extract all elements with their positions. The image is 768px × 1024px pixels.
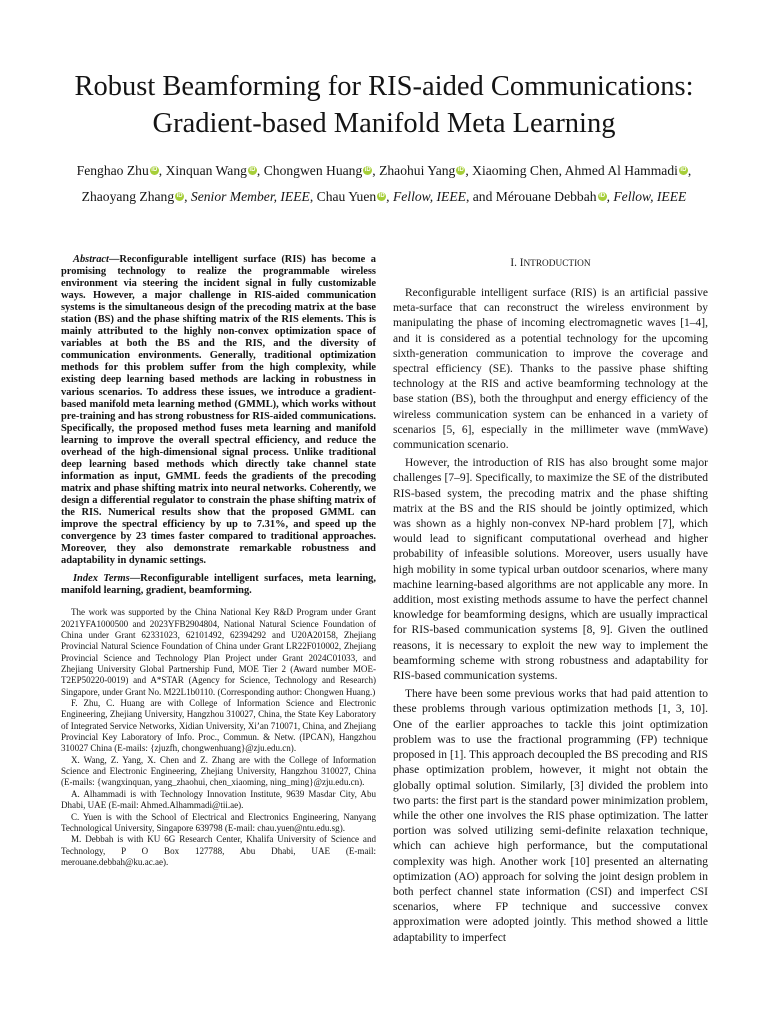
author-list [0, 158, 768, 210]
index-terms-text: —Reconfigurable intelligent surfaces, meta learning, manifold learning, gradient, beamforming. [61, 573, 377, 597]
orcid-icon[interactable]: iD [457, 167, 464, 173]
author-name: Xiaoming Chen, Ahmed Al Hammadi [472, 163, 678, 178]
author-name: Zhaohui Yang [379, 163, 456, 178]
section-heading: I. INTRODUCTION [510, 257, 591, 269]
title-line-1: Robust Beamforming for RIS-aided Communications: [74, 71, 694, 102]
index-terms [61, 573, 376, 597]
right-column [393, 254, 708, 946]
index-terms-label: Index Terms [73, 573, 130, 585]
abstract-label: Abstract [73, 254, 109, 265]
author-name: and Mérouane Debbah [472, 189, 597, 204]
body-paragraph: However, the introduction of RIS has also brought some major challenges [7–9]. Specifically, to maximize the SE of the distributed RIS-based system, the precoding matrix and the phase shifting matrix at the BS and the RIS should be jointly optimized, which was shown as a highly non-convex NP-hard problem [7], which would lead to significant computational overhead and higher probability of infeasible solutions. Moreover, users usually have high mobility in some typical urban outdoor scenarios, where many machine learning-based algorithms are not applicable any more. In addition, most existing methods assume to have the perfect channel knowledge for beamforming designs, which are usually impractical for RIS-based communication systems [8, 9]. Given the outlined reasons, it is necessary to exploit the new way to implement the beamforming scheme with strong robustness and adaptability for RIS-based communication systems. [393, 457, 708, 683]
author-line-1: Fenghao Zhu iD , Xinquan Wang iD , Chongwen Huang iD , Zhaohui Yang iD , Xiaoming Chen, Ahmed Al Hammadi iD , [76, 163, 692, 178]
footnote-funding: The work was supported by the China National Key R&D Program under Grant 2021YFA1000500 and 2023YFB2904804, National Natural Science Foundation of China under Grant 62331023, 62101492, 62394292 and U20A20158, Zhejiang Provincial Natural Science Foundation of China under Grant LR22F010002, Zhejiang Provincial Science and Technology Plan Project under Grant 2024C01033, and Zhejiang University Global Partnership Fund, MOE Tier 2 (Award number MOE-T2EP50220-0019) and A*STAR (Agency for Science, Technology and Research) Singapore, under Grant No. M22L1b0110. (Corresponding author: Chongwen Huang.) [61, 607, 376, 697]
orcid-icon[interactable]: iD [176, 193, 183, 199]
orcid-icon[interactable]: iD [680, 167, 687, 173]
body-paragraph: Reconfigurable intelligent surface (RIS) is an artificial passive meta-surface that can reconstruct the wireless environment by manipulating the phase of incoming electromagnetic waves [1–4], and it is considered as a potential technology for the upcoming sixth-generation communication to improve the coverage and spectral efficiency (SE). Thanks to the passive phase shifting technology at the RIS and active beamforming technology at the base station (BS), both the throughput and energy efficiency of the wireless communication system can be enhanced in a variety of scenarios [5, 6], especially in the millimeter wave (mmWave) communication scenario. [393, 287, 708, 452]
abstract [61, 254, 376, 567]
orcid-icon[interactable]: iD [364, 167, 371, 173]
orcid-icon[interactable]: iD [151, 167, 158, 173]
author-membership: Fellow, IEEE [613, 189, 687, 204]
body-paragraph: There have been some previous works that had paid attention to these problems through various optimization methods [1, 3, 10]. One of the earlier approaches to tackle this joint optimization problem was to use the fractional programming (FP) technique proposed in [1]. This approach decoupled the BS precoding and RIS phase optimization problem, however, it might not obtain the globally optimal solution. Similarly, [3] divided the problem into two parts: the first part is the standard power minimization problem, while the other one involves the RIS phase optimization. The latter portion was solved utilizing semi-definite relaxation technique, which can achieve high performance, but the computational complexity was high. Another work [10] presented an alternating optimization (AO) approach for solving the joint design problem in both perfect channel state information (CSI) and imperfect CSI scenarios, where FP technique and successive convex approximation were adopted jointly. This method showed a little adaptability to imperfect [393, 688, 708, 944]
author-membership: Fellow, IEEE [392, 189, 466, 204]
author-name: Chau Yuen [316, 189, 377, 204]
footnote-affiliation: C. Yuen is with the School of Electrical and Electronics Engineering, Nanyang Technological University, Singapore 639798 (E-mail: chau.yuen@ntu.edu.sg). [61, 811, 376, 833]
left-column [61, 254, 376, 868]
footnotes [61, 607, 376, 868]
orcid-icon[interactable]: iD [378, 193, 385, 199]
footnote-affiliation: F. Zhu, C. Huang are with College of Information Science and Electronic Engineering, Zhejiang University, Hangzhou 310027, China, the State Key Laboratory of Integrated Service Networks, Xidian University, Xi’an 710071, China, and Zhejiang Provincial Key Laboratory of Info. Proc., Commun. & Netw. (IPCAN), Hangzhou 310027 China (E-mails: {zjuzfh, chongwenhuang}@zju.edu.cn). [61, 698, 376, 754]
paper-title [0, 68, 768, 142]
footnote-affiliation: M. Debbah is with KU 6G Research Center, Khalifa University of Science and Technology, P O Box 127788, Abu Dhabi, UAE (E-mail: merouane.debbah@ku.ac.ae). [61, 834, 376, 867]
author-name: Zhaoyang Zhang [81, 189, 175, 204]
author-membership: Senior Member, IEEE [190, 189, 310, 204]
author-name: Chongwen Huang [263, 163, 363, 178]
footnote-affiliation: X. Wang, Z. Yang, X. Chen and Z. Zhang are with the College of Information Science and Electronic Engineering, Zhejiang University, Hangzhou 310027, China (E-mails: {wangxinquan, yang_zhaohui, chen_xiaoming, ning_ming}@zju.edu.cn). [61, 754, 376, 788]
orcid-icon[interactable]: iD [599, 193, 606, 199]
orcid-icon[interactable]: iD [249, 167, 256, 173]
author-name: Xinquan Wang [165, 163, 247, 178]
author-line-2: Zhaoyang Zhang iD , Senior Member, IEEE, Chau Yuen iD , Fellow, IEEE, and Mérouane Debbah iD , Fellow, IEEE [81, 189, 687, 204]
footnote-affiliation: A. Alhammadi is with Technology Innovation Institute, 9639 Masdar City, Abu Dhabi, UAE (E-mail: Ahmed.Alhammadi@tii.ae). [61, 788, 376, 811]
abstract-text: —Reconfigurable intelligent surface (RIS) has become a promising technology to realize the programmable wireless environment via steering the incident signal in fully customizable ways. However, a major challenge in RIS-aided communication systems is the simultaneous design of the precoding matrix at the base station (BS) and the phase shifting matrix of the RIS elements. This is mainly attributed to the highly non-convex optimization space of variables at both the BS and the RIS, and the diversity of communication environments. Generally, traditional optimization methods for this problem suffer from the high complexity, while existing deep learning based methods are lacking in robustness in various scenarios. To address these issues, we introduce a gradient-based manifold meta learning method (GMML), which works without pre-training and has strong robustness for RIS-aided communications. Specifically, the proposed method fuses meta learning and manifold learning to improve the overall spectral efficiency, and reduce the overhead of the high-dimensional signal process. Unlike traditional deep learning based methods which directly take channel state information as input, GMML feeds the gradients of the precoding matrix and phase shifting matrix into neural networks. Coherently, we design a differential regulator to constrain the phase shifting matrix of the RIS. Numerical results show that the proposed GMML can improve the spectral efficiency by up to 7.31%, and speed up the convergence by 23 times faster compared to traditional approaches. Moreover, they also demonstrate remarkable robustness and adaptability in dynamic settings. [61, 254, 376, 567]
author-name: Fenghao Zhu [76, 163, 149, 178]
title-line-2: Gradient-based Manifold Meta Learning [152, 108, 616, 139]
